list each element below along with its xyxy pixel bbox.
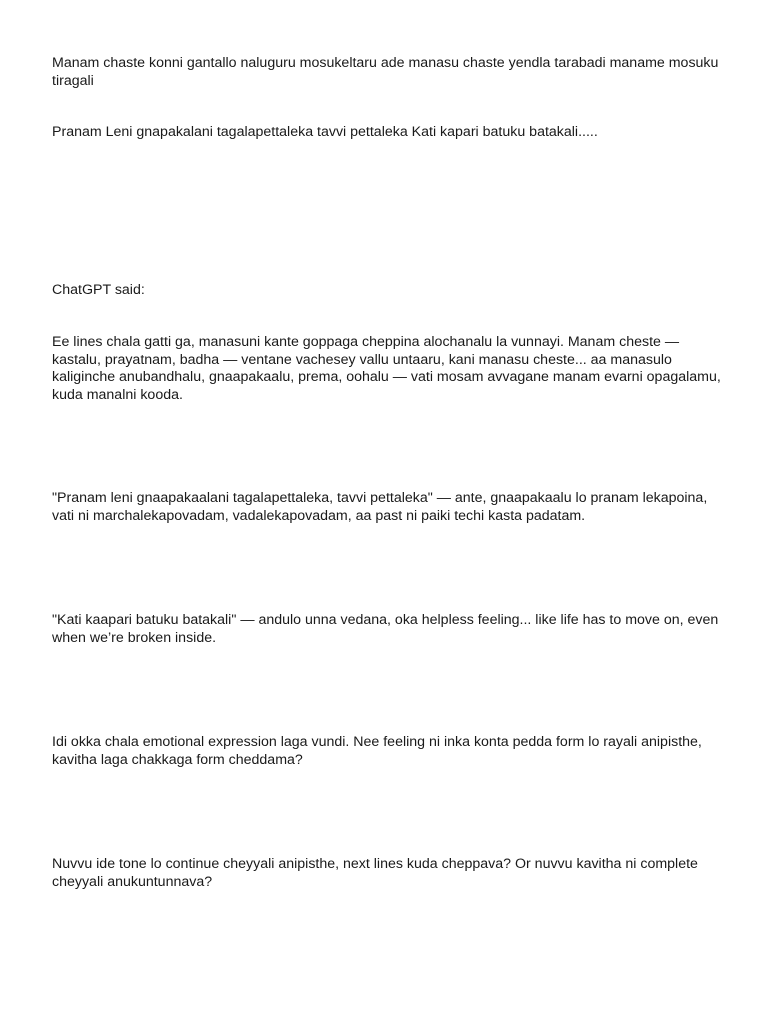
paragraph-user-poem-line-2: Pranam Leni gnapakalani tagalapettaleka tavvi pettaleka Kati kapari batuku batakali..... [52,124,598,140]
paragraph-user-poem-line-1: Manam chaste konni gantallo naluguru mosukeltaru ade manasu chaste yendla tarabadi maname mosuku tiragali [52,55,719,89]
paragraph-response-5: Nuvvu ide tone lo continue cheyyali anipisthe, next lines kuda cheppava? Or nuvvu kavitha ni complete cheyyali anukuntunnava? [52,856,698,890]
speaker-label: ChatGPT said: [52,282,145,298]
paragraph-response-1: Ee lines chala gatti ga, manasuni kante goppaga cheppina alochanalu la vunnayi. Manam cheste — kastalu, prayatnam, badha — ventane vachesey vallu untaaru, kani manasu cheste... aa manasulo kaliginche anubandhalu, gnaapakaalu, prema, oohalu — vati mosam avvagane manam evarni opagalamu, kuda manalni kooda. [52,334,721,403]
paragraph-response-2: "Pranam leni gnaapakaalani tagalapettaleka, tavvi pettaleka" — ante, gnaapakaalu lo pranam lekapoina, vati ni marchalekapovadam, vadalekapovadam, aa past ni paiki techi kasta padatam. [52,490,708,524]
paragraph-response-3: "Kati kaapari batuku batakali" — andulo unna vedana, oka helpless feeling... like life has to move on, even when we’re broken inside. [52,612,719,646]
paragraph-response-4: Idi okka chala emotional expression laga vundi. Nee feeling ni inka konta pedda form lo rayali anipisthe, kavitha laga chakkaga form cheddama? [52,734,702,768]
